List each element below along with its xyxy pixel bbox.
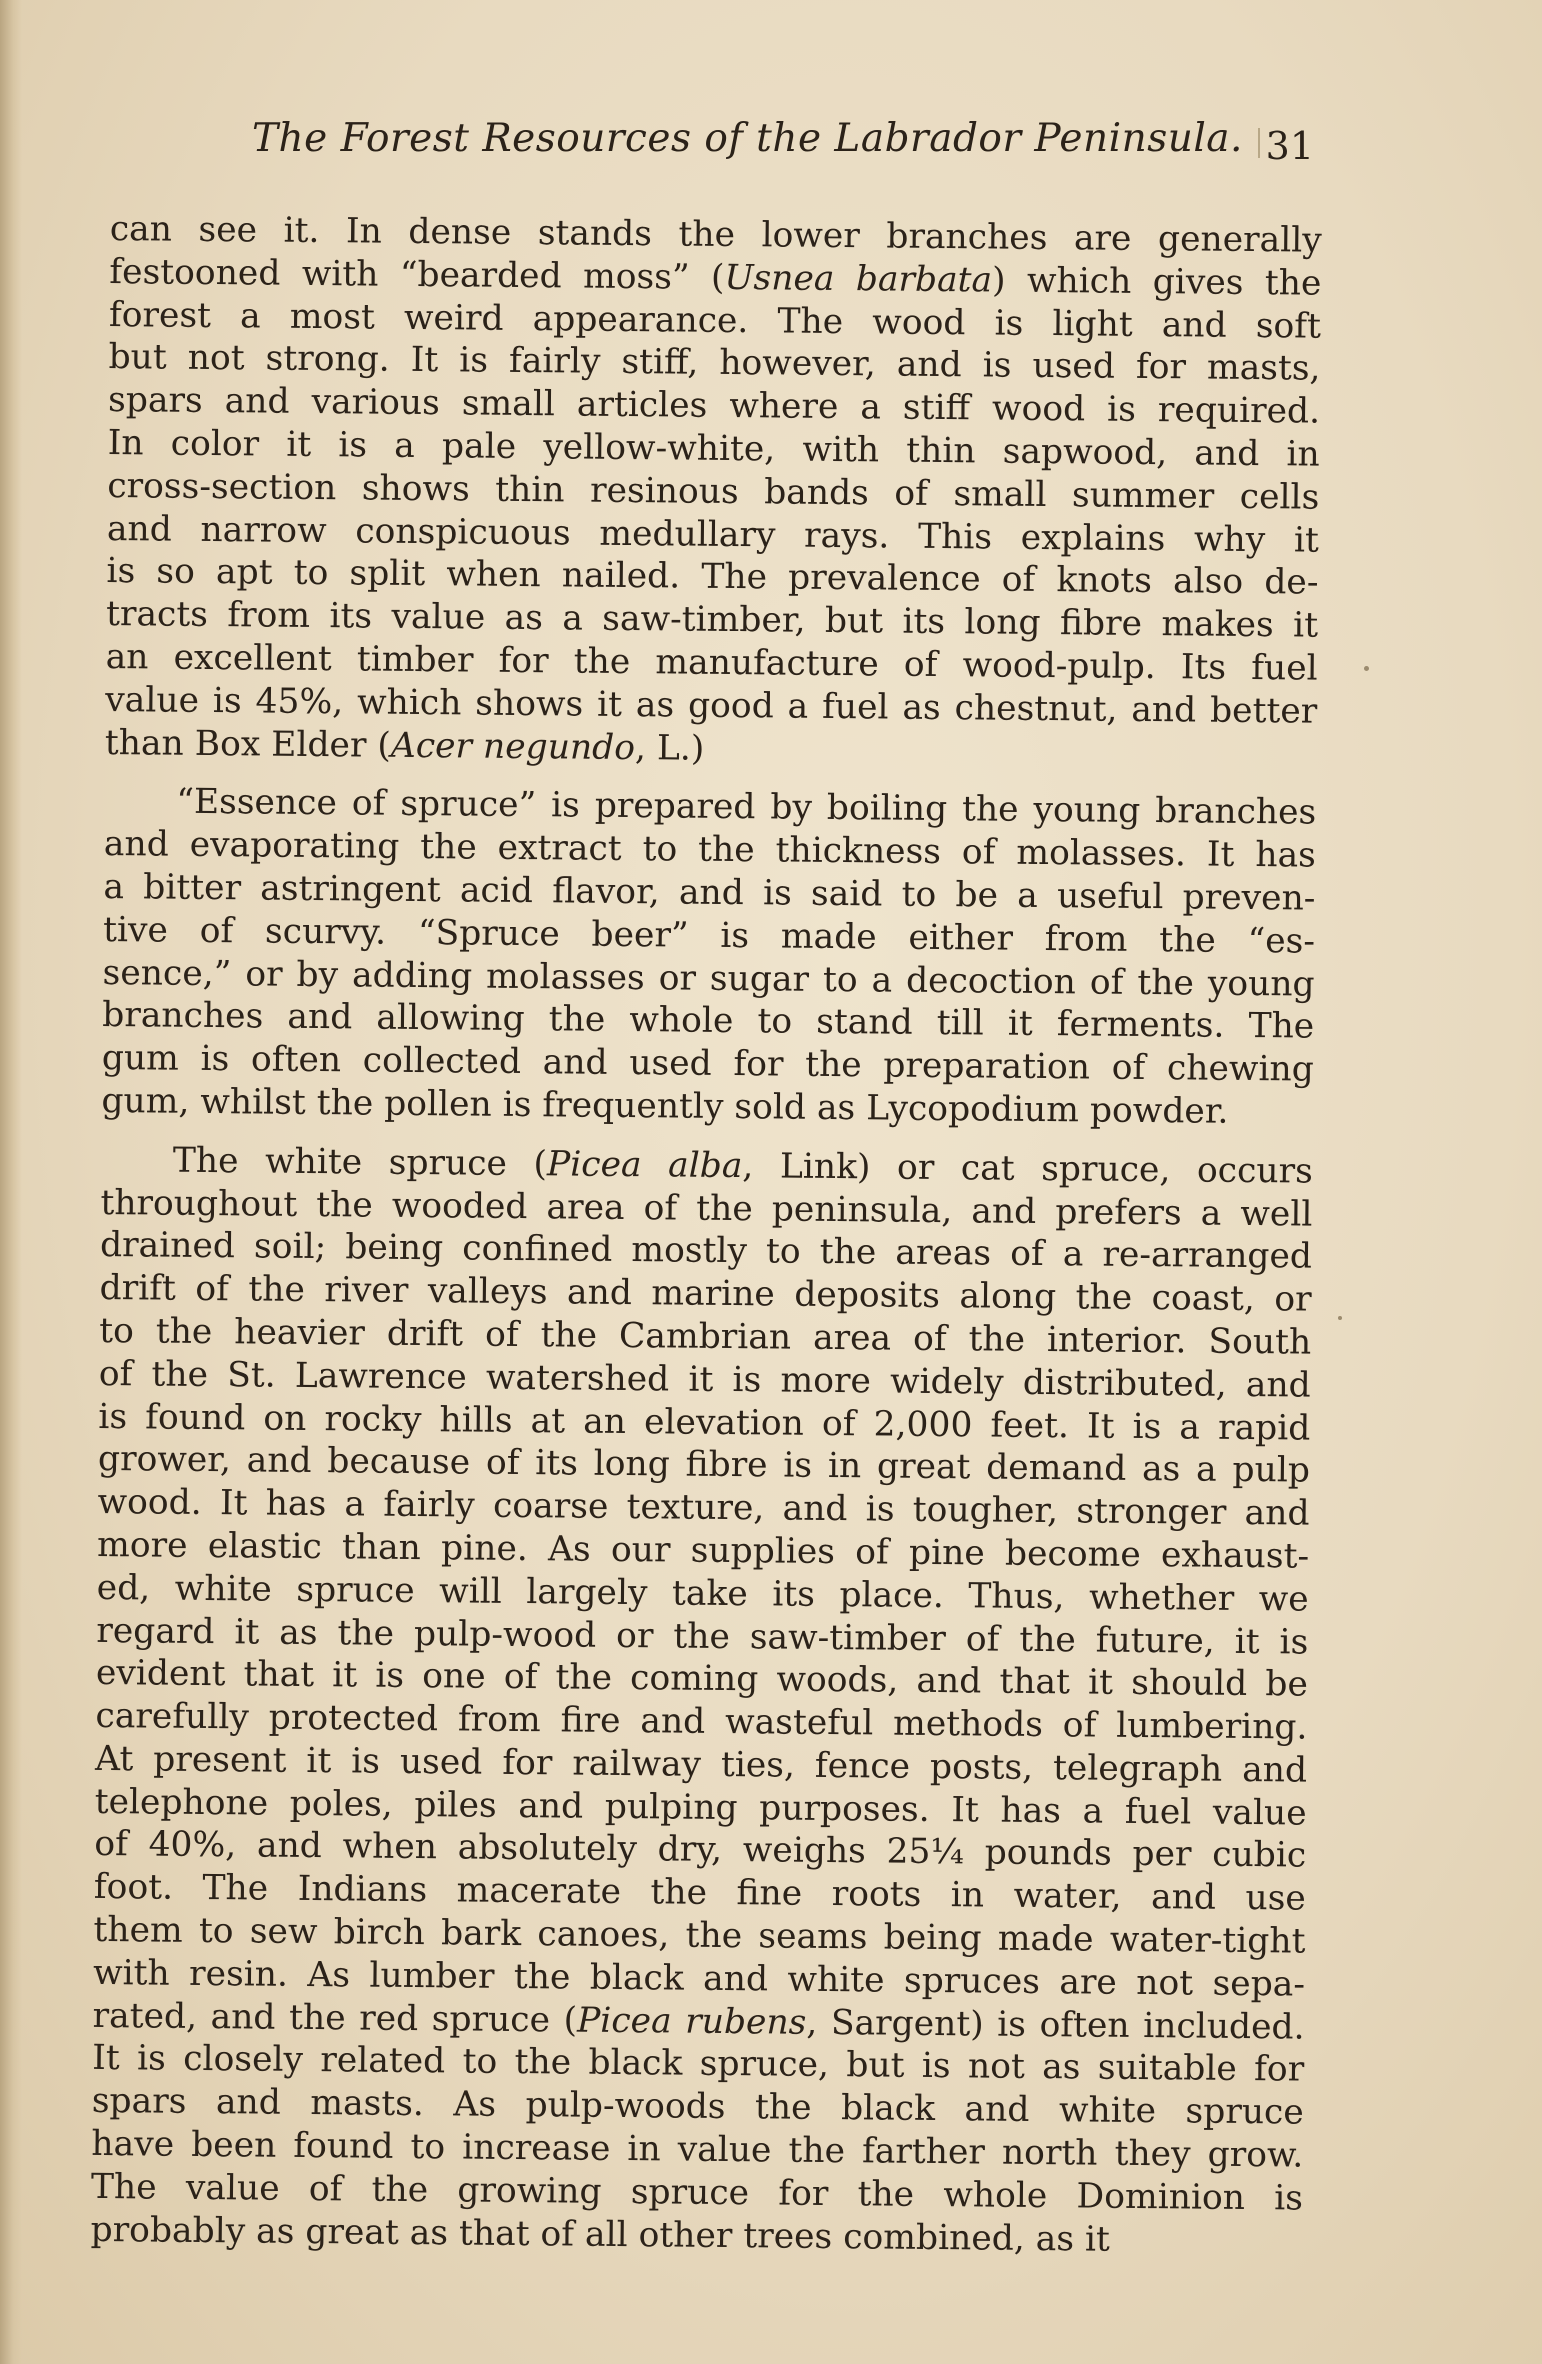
body-text [90, 208, 1322, 2263]
text-line: telephone poles, piles and pulping purposes. It has a fuel value [94, 1781, 1307, 1834]
text-line: spars and various small articles where a stiff wood is required. [107, 380, 1321, 432]
text-line: wood. It has a fairly coarse texture, and is tougher, stronger and [97, 1482, 1310, 1534]
text-line: value is 45%, which shows it as good a fuel as chestnut, and better [105, 679, 1318, 732]
text-line: cross-section shows thin resinous bands of small summer cells [107, 465, 1320, 518]
running-head [252, 116, 1342, 176]
text-line: branches and allowing the whole to stand till it ferments. The [102, 995, 1315, 1047]
text-line: of 40%, and when absolutely dry, weighs 25¼ pounds per cubic [94, 1824, 1307, 1877]
text-line: drift of the river valleys and marine deposits along the coast, or [99, 1268, 1312, 1320]
text-line: The white spruce (Picea alba, Link) or cat spruce, occurs [172, 1140, 1314, 1192]
text-line: It is closely related to the black spruce, but is not as suitable for [92, 2038, 1305, 2091]
paragraph [105, 208, 1322, 776]
text-line: carefully protected from fire and wasteful methods of lumbering. [95, 1696, 1308, 1748]
text-line: tracts from its value as a saw-timber, but its long fibre makes it [105, 594, 1319, 646]
paper-speck [1338, 1316, 1342, 1320]
text-line: In color it is a pale yellow-white, with thin sapwood, and in [107, 422, 1320, 475]
text-line: “Essence of spruce” is prepared by boiling the young branches [176, 782, 1317, 833]
running-title: The Forest Resources of the Labrador Peninsula. [252, 116, 1243, 161]
text-line: with resin. As lumber the black and white spruces are not sepa- [92, 1952, 1306, 2005]
text-line: more elastic than pine. As our supplies of pine become exhaust- [96, 1524, 1310, 1577]
paper-speck [1364, 666, 1369, 671]
text-line: ed, white spruce will largely take its place. Thus, whether we [96, 1567, 1309, 1620]
paragraph [101, 780, 1316, 1134]
page-number: 31 [1265, 124, 1314, 168]
text-line: to the heavier drift of the Cambrian area of the interior. South [99, 1310, 1312, 1363]
text-line: festooned with “bearded moss” (Usnea barbata) which gives the [109, 251, 1322, 304]
text-line: evident that it is one of the coming woods, and that it should be [95, 1653, 1309, 1705]
text-line: of the St. Lawrence watershed it is more widely distributed, and [98, 1353, 1311, 1406]
text-line: At present it is used for railway ties, fence posts, telegraph and [94, 1738, 1308, 1791]
text-line: and evaporating the extract to the thickness of molasses. It has [103, 824, 1317, 876]
text-line: them to sew birch bark canoes, the seams being made water-tight [93, 1909, 1306, 1962]
paragraph [90, 1139, 1313, 2263]
page-edge-shadow [0, 0, 22, 2364]
text-line: gum, whilst the pollen is frequently sold as Lycopodium powder. [101, 1080, 1229, 1132]
text-line: an excellent timber for the manufacture of wood-pulp. Its fuel [105, 636, 1318, 689]
text-line: tive of scurvy. “Spruce beer” is made either from the “es- [102, 909, 1316, 962]
text-line: forest a most weird appearance. The wood is light and soft [108, 294, 1322, 347]
text-line: The value of the growing spruce for the whole Dominion is [90, 2166, 1304, 2219]
text-line: can see it. In dense stands the lower branches are generally [109, 208, 1322, 261]
text-line: is so apt to split when nailed. The prevalence of knots also de- [106, 551, 1319, 603]
text-line: drained soil; being confined mostly to the areas of a re-arranged [99, 1225, 1313, 1277]
text-line: spars and masts. As pulp-woods the black and white spruce [91, 2081, 1304, 2133]
text-line: a bitter astringent acid flavor, and is said to be a useful preven- [103, 866, 1316, 919]
text-line: regard it as the pulp-wood or the saw-timber of the future, it is [96, 1610, 1309, 1663]
text-line: grower, and because of its long fibre is in great demand as a pulp [97, 1439, 1311, 1491]
text-line: gum is often collected and used for the preparation of chewing [101, 1038, 1314, 1090]
text-line: but not strong. It is fairly stiff, however, and is used for masts, [108, 337, 1321, 390]
text-line: and narrow conspicuous medullary rays. This explains why it [106, 508, 1320, 561]
text-line: than Box Elder (Acer negundo, L.) [104, 722, 705, 769]
text-line: have been found to increase in value the farther north they grow. [91, 2123, 1304, 2176]
text-line: foot. The Indians macerate the fine roots in water, and use [93, 1867, 1307, 1919]
text-line: is found on rocky hills at an elevation of 2,000 feet. It is a rapid [98, 1396, 1311, 1449]
text-line: probably as great as that of all other trees combined, as it [90, 2209, 1111, 2260]
header-divider [1258, 128, 1260, 158]
text-line: rated, and the red spruce (Picea rubens, Sargent) is often included. [92, 1995, 1305, 2048]
text-line: throughout the wooded area of the peninsula, and prefers a well [100, 1182, 1313, 1235]
text-line: sence,” or by adding molasses or sugar to a decoction of the young [102, 952, 1315, 1005]
